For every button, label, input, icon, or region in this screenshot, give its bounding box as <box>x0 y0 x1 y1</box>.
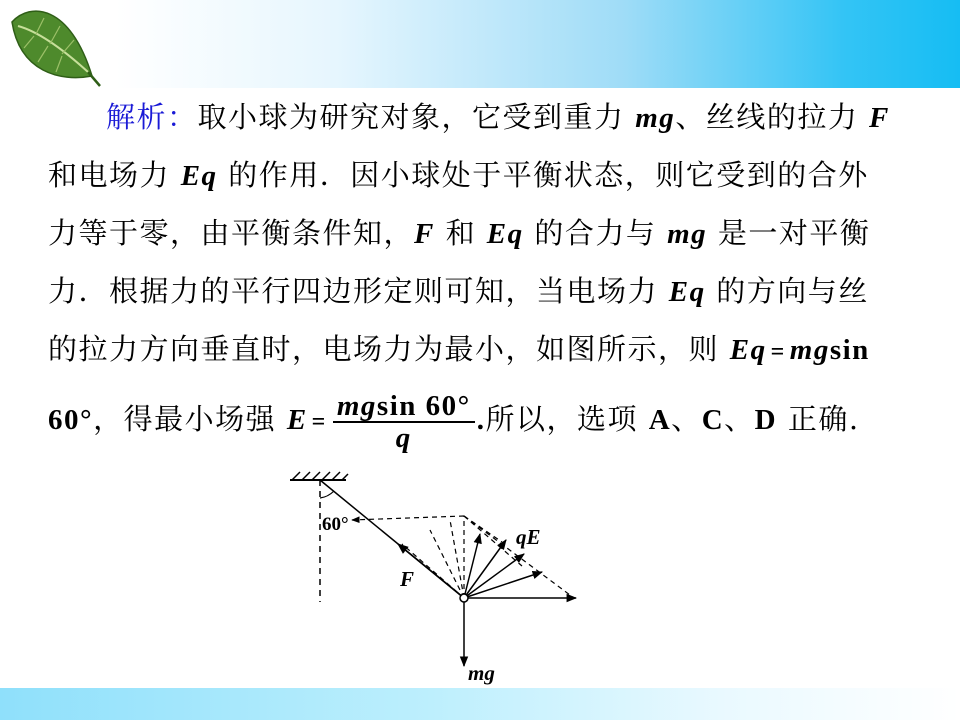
leaf-icon <box>0 0 110 90</box>
var-F: F <box>869 102 890 134</box>
option-D: D <box>754 404 778 436</box>
var-Eq: Eq <box>729 334 767 366</box>
fraction-min-field <box>333 390 475 453</box>
solution-label: 解析： <box>106 100 198 134</box>
var-F: F <box>414 218 435 250</box>
solution-line-3: 力等于零，由平衡条件知，F 和 Eq 的合力与 mg 是一对平衡 <box>48 216 871 250</box>
solution-line-4: 力．根据力的平行四边形定则可知，当电场力 Eq 的方向与丝 <box>48 274 869 308</box>
footer-gradient-band <box>0 688 960 720</box>
header-gradient-band <box>0 0 960 88</box>
parallelogram-side <box>464 516 502 542</box>
solution-line-2: 和电场力 Eq 的作用．因小球处于平衡状态，则它受到的合外 <box>48 158 869 192</box>
force-qE-label: qE <box>516 525 541 549</box>
angle-60: 60° <box>48 404 94 436</box>
solution-line-1: 解析：取小球为研究对象，它受到重力 mg、丝线的拉力 F <box>106 100 890 134</box>
force-F-label: F <box>400 567 415 591</box>
option-C: C <box>701 404 725 436</box>
fraction-numerator: mgsin 60° <box>333 390 475 423</box>
var-E: E <box>286 404 308 436</box>
var-Eq: Eq <box>486 218 524 250</box>
option-A: A <box>648 404 672 436</box>
force-mg-label: mg <box>468 661 495 685</box>
dashed-force-line <box>430 530 464 598</box>
func-sin: sin <box>829 334 870 366</box>
var-mg: mg <box>789 334 830 366</box>
var-Eq: Eq <box>180 160 218 192</box>
force-qE-arrow <box>464 540 506 598</box>
equals-sign: = <box>311 409 327 435</box>
ball <box>460 594 468 602</box>
dashed-force-line <box>450 520 464 598</box>
equals-sign: = <box>770 339 786 365</box>
var-mg: mg <box>635 102 676 134</box>
solution-line-6: 60°，得最小场强 E = $\frac{mgsin 60^\circ}{q}$ .所以，选项 A、C、D 正确. <box>48 389 860 454</box>
force-qE-arrow <box>464 572 542 598</box>
solution-paragraph <box>48 88 916 454</box>
force-diagram <box>280 460 590 690</box>
var-Eq: Eq <box>668 276 706 308</box>
var-mg: mg <box>667 218 708 250</box>
ceiling-support <box>290 472 348 480</box>
fraction-denominator: q <box>395 421 412 454</box>
solution-line-5: 的拉力方向垂直时，电场力为最小，如图所示，则 Eq = mgsin <box>48 332 870 366</box>
angle-arc <box>320 491 334 498</box>
angle-label: 60° <box>322 514 349 535</box>
